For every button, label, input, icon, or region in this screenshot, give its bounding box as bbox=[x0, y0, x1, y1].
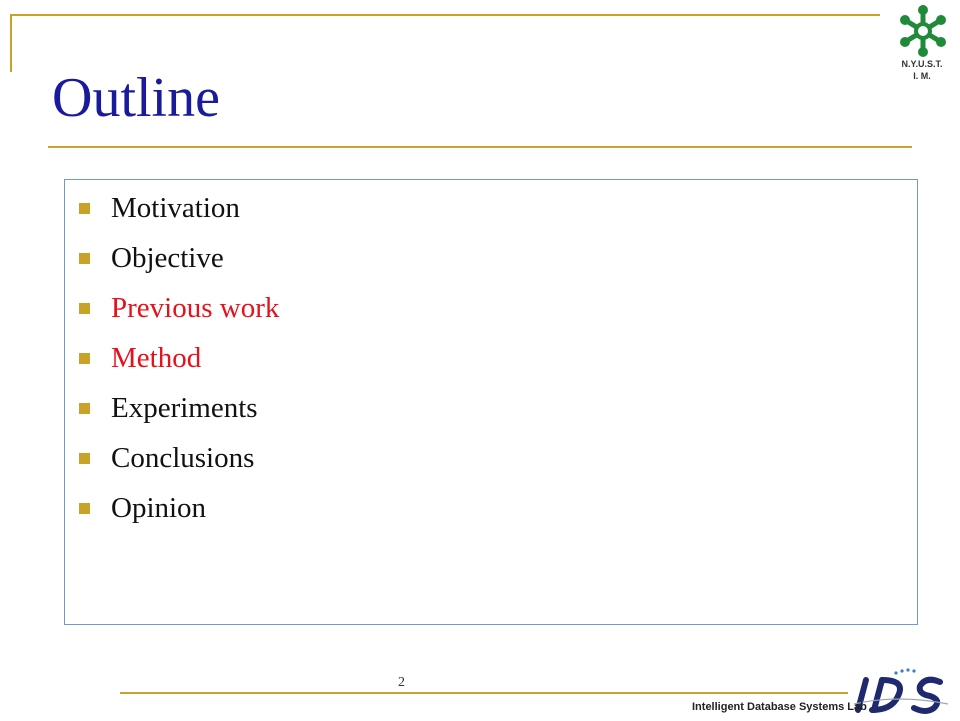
bullet-item-conclusions bbox=[79, 440, 254, 476]
top-frame-line bbox=[10, 14, 880, 16]
content-box bbox=[64, 179, 918, 625]
bullet-text: Opinion bbox=[111, 491, 207, 524]
nyust-label bbox=[890, 58, 954, 82]
top-left-frame-vertical bbox=[10, 14, 12, 72]
title-underline bbox=[48, 146, 912, 148]
bullet-item-opinion bbox=[79, 490, 206, 526]
nyust-logo bbox=[896, 4, 950, 58]
bullet-item-motivation bbox=[79, 190, 240, 226]
bullet-item-objective bbox=[79, 240, 224, 276]
bullet-text: Objective bbox=[111, 241, 224, 274]
nyust-line2: I. M. bbox=[913, 71, 931, 81]
bullet-item-method bbox=[79, 340, 201, 376]
square-bullet-icon bbox=[79, 403, 90, 414]
footer-lab-name: Intelligent Database Systems Lab bbox=[692, 701, 867, 713]
square-bullet-icon bbox=[79, 353, 90, 364]
square-bullet-icon bbox=[79, 203, 90, 214]
bullet-text: Previous work bbox=[111, 291, 280, 324]
square-bullet-icon bbox=[79, 303, 90, 314]
bullet-text: Conclusions bbox=[111, 441, 255, 474]
page-number: 2 bbox=[398, 675, 405, 690]
nyust-line1: N.Y.U.S.T. bbox=[901, 59, 943, 69]
square-bullet-icon bbox=[79, 453, 90, 464]
flower-emblem-icon bbox=[896, 4, 950, 58]
footer-line bbox=[120, 692, 848, 694]
bullet-text: Motivation bbox=[111, 191, 240, 224]
bullet-text: Experiments bbox=[111, 391, 258, 424]
square-bullet-icon bbox=[79, 253, 90, 264]
bullet-text: Method bbox=[111, 341, 202, 374]
bullet-item-experiments bbox=[79, 390, 258, 426]
slide-title: Outline bbox=[52, 67, 220, 129]
bullet-item-previous-work bbox=[79, 290, 279, 326]
square-bullet-icon bbox=[79, 503, 90, 514]
